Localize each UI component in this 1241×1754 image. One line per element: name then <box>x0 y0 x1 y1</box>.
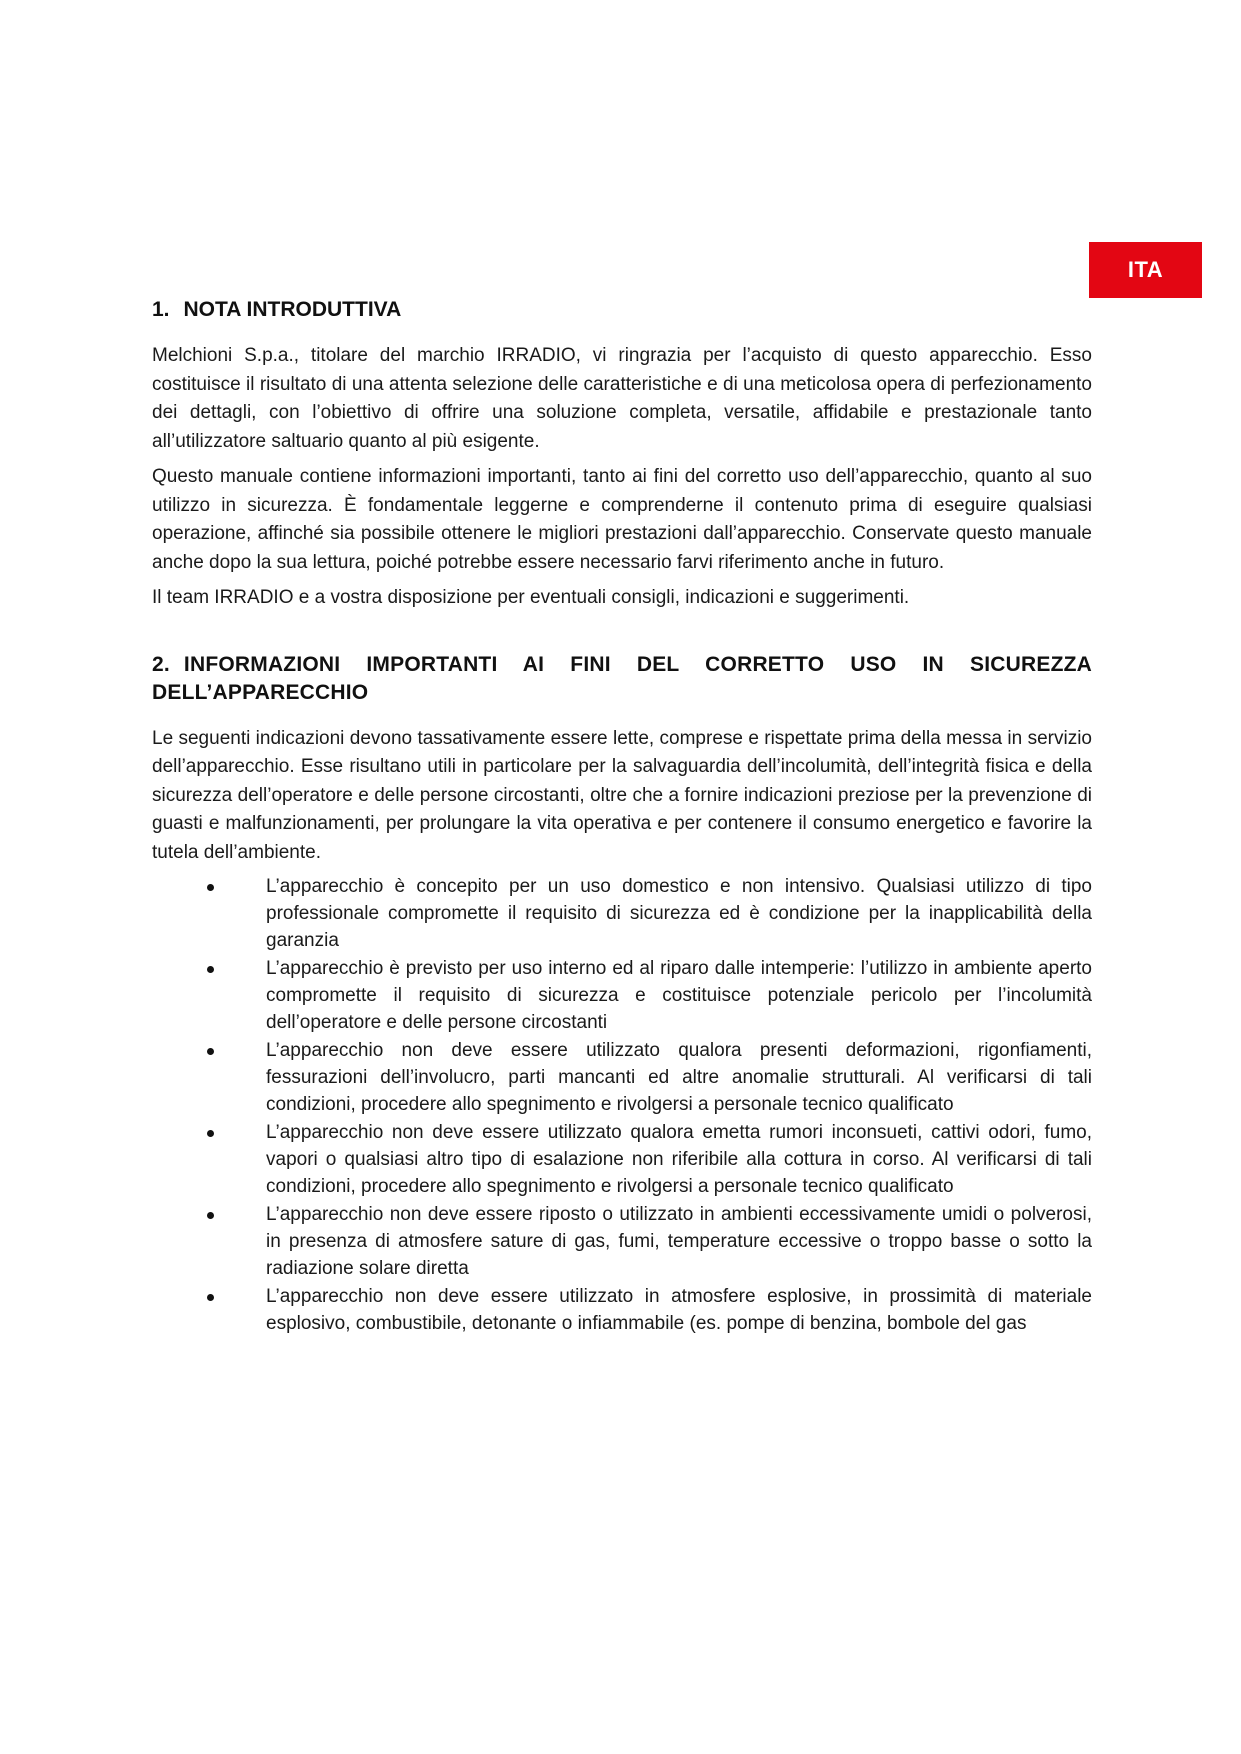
section-2-number: 2. <box>152 652 170 676</box>
list-item-text: L’apparecchio non deve essere riposto o utilizzato in ambienti eccessivamente umidi o polverosi, in presenza di atmosfere sature di gas, fumi, temperature eccessive o troppo basse o sotto la radiazione solare diretta <box>266 1204 1092 1279</box>
list-item <box>152 873 1092 954</box>
bullet-icon <box>207 966 214 973</box>
list-item-text: L’apparecchio non deve essere utilizzato qualora presenti deformazioni, rigonfiamenti, fessurazioni dell’involucro, parti mancanti ed altre anomalie strutturali. Al verificarsi di tali condizioni, procedere allo spegnimento e rivolgersi a personale tecnico qualificato <box>266 1040 1092 1115</box>
list-item <box>152 1119 1092 1200</box>
section-1-heading <box>152 296 1092 324</box>
intro-paragraph-1: Melchioni S.p.a., titolare del marchio IRRADIO, vi ringrazia per l’acquisto di questo apparecchio. Esso costituisce il risultato di una attenta selezione delle caratteristiche e di una meticolosa opera di perfezionamento dei dettagli, con l’obiettivo di offrire una soluzione completa, versatile, affidabile e prestazionale tanto all’utilizzatore saltuario quanto al più esigente. <box>152 345 1092 452</box>
intro-paragraph-3: Il team IRRADIO e a vostra disposizione per eventuali consigli, indicazioni e suggerimenti. <box>152 587 910 608</box>
safety-bullet-list <box>152 873 1092 1337</box>
section-2-title: INFORMAZIONI IMPORTANTI AI FINI DEL CORRETTO USO IN SICUREZZA DELL’APPARECCHIO <box>152 652 1092 704</box>
list-item-text: L’apparecchio è previsto per uso interno ed al riparo dalle intemperie: l’utilizzo in ambiente aperto compromette il requisito di sicurezza e costituisce potenziale pericolo per l’incolumità dell’operatore e delle persone circostanti <box>266 958 1092 1033</box>
list-item-text: L’apparecchio non deve essere utilizzato qualora emetta rumori inconsueti, cattivi odori, fumo, vapori o qualsiasi altro tipo di esalazione non riferibile alla cottura in corso. Al verificarsi di tali condizioni, procedere allo spegnimento e rivolgersi a personale tecnico qualificato <box>266 1122 1092 1197</box>
bullet-icon <box>207 1048 214 1055</box>
list-item <box>152 1283 1092 1337</box>
section-2-heading <box>152 651 1092 707</box>
manual-page-content <box>152 296 1092 1338</box>
bullet-icon <box>207 1212 214 1219</box>
list-item-text: L’apparecchio non deve essere utilizzato in atmosfere esplosive, in prossimità di materiale esplosivo, combustibile, detonante o infiammabile (es. pompe di benzina, bombole del gas <box>266 1286 1092 1334</box>
list-item <box>152 1201 1092 1282</box>
list-item <box>152 955 1092 1036</box>
bullet-icon <box>207 1294 214 1301</box>
list-item-text: L’apparecchio è concepito per un uso domestico e non intensivo. Qualsiasi utilizzo di tipo professionale compromette il requisito di sicurezza ed è condizione per la inapplicabilità della garanzia <box>266 876 1092 951</box>
bullet-icon <box>207 1130 214 1137</box>
section-1-title: NOTA INTRODUTTIVA <box>183 298 402 321</box>
language-tab: ITA <box>1089 242 1202 298</box>
section-1-number: 1. <box>152 298 170 321</box>
safety-intro-paragraph: Le seguenti indicazioni devono tassativamente essere lette, comprese e rispettate prima della messa in servizio dell’apparecchio. Esse risultano utili in particolare per la salvaguardia dell’incolumità, dell’integrità fisica e della sicurezza dell’operatore e delle persone circostanti, oltre che a fornire indicazioni preziose per la prevenzione di guasti e malfunzionamenti, per prolungare la vita operativa e per contenere il consumo energetico e favorire la tutela dell’ambiente. <box>152 727 1092 863</box>
intro-paragraph-2: Questo manuale contiene informazioni importanti, tanto ai fini del corretto uso dell’apparecchio, quanto al suo utilizzo in sicurezza. È fondamentale leggerne e comprenderne il contenuto prima di eseguire qualsiasi operazione, affinché sia possibile ottenere le migliori prestazioni dall’apparecchio. Conservate questo manuale anche dopo la sua lettura, poiché potrebbe essere necessario farvi riferimento anche in futuro. <box>152 466 1092 573</box>
list-item <box>152 1037 1092 1118</box>
bullet-icon <box>207 884 214 891</box>
